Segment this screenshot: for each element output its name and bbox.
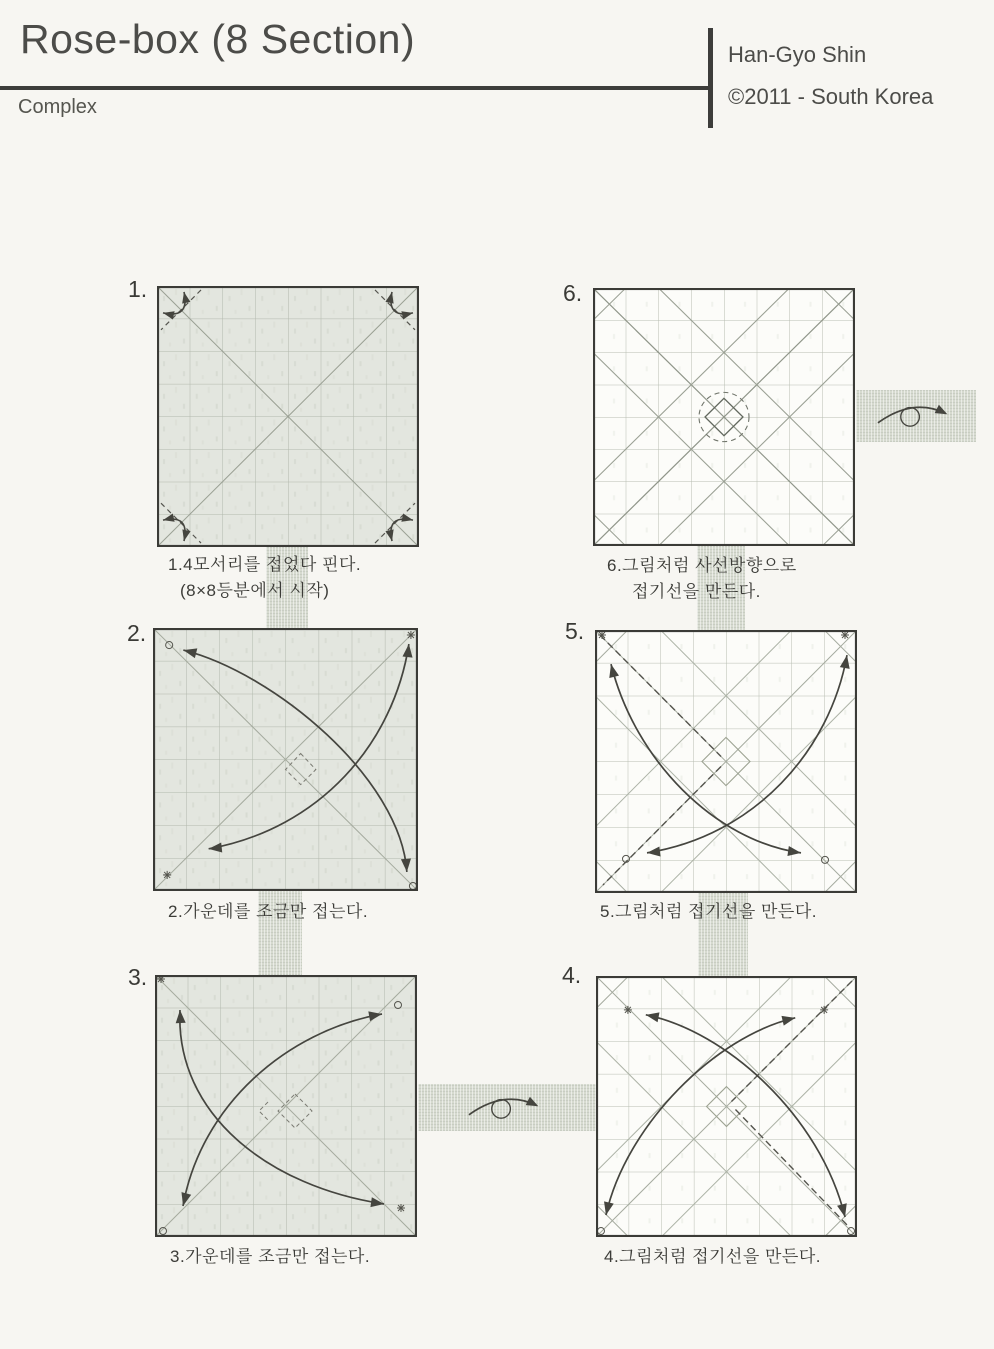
step-3-number: 3. xyxy=(128,964,148,990)
header-rule xyxy=(0,86,710,90)
difficulty-label: Complex xyxy=(18,96,97,118)
step-5-number: 5. xyxy=(565,618,585,644)
step-1-diagram xyxy=(157,286,419,547)
step-3-caption: 3.가운데를 조금만 접는다. xyxy=(170,1247,371,1266)
step-5-diagram xyxy=(595,630,857,893)
turn-over-arrow-icon xyxy=(459,1086,555,1130)
copyright-text: ©2011 - South Korea xyxy=(728,84,934,109)
page-title: Rose-box (8 Section) xyxy=(20,16,416,62)
step-6-caption-line2: 접기선을 만든다. xyxy=(632,582,761,601)
step-6-caption: 6.그림처럼 사선방향으로 xyxy=(607,556,797,575)
turn-over-arrow-icon xyxy=(868,394,964,438)
step-3-diagram xyxy=(155,975,417,1237)
step-6-diagram xyxy=(593,288,855,546)
connector-band-turn-step6 xyxy=(856,390,976,442)
header-divider-bar xyxy=(708,28,713,128)
step-2-diagram xyxy=(153,628,418,891)
step-4-diagram xyxy=(596,976,857,1237)
step-1-caption: 1.4모서리를 접었다 핀다. xyxy=(168,555,362,574)
step-1-caption-line2: (8×8등분에서 시작) xyxy=(180,581,330,600)
step-5-caption: 5.그림처럼 접기선을 만든다. xyxy=(600,902,817,921)
step-4-number: 4. xyxy=(562,962,582,988)
step-4-caption: 4.그림처럼 접기선을 만든다. xyxy=(604,1247,821,1266)
step-1-number: 1. xyxy=(128,276,148,302)
step-6-number: 6. xyxy=(563,280,583,306)
author-name: Han-Gyo Shin xyxy=(728,42,867,67)
connector-band-step3-step4 xyxy=(418,1084,596,1131)
step-2-number: 2. xyxy=(127,620,147,646)
step-2-caption: 2.가운데를 조금만 접는다. xyxy=(168,902,369,921)
